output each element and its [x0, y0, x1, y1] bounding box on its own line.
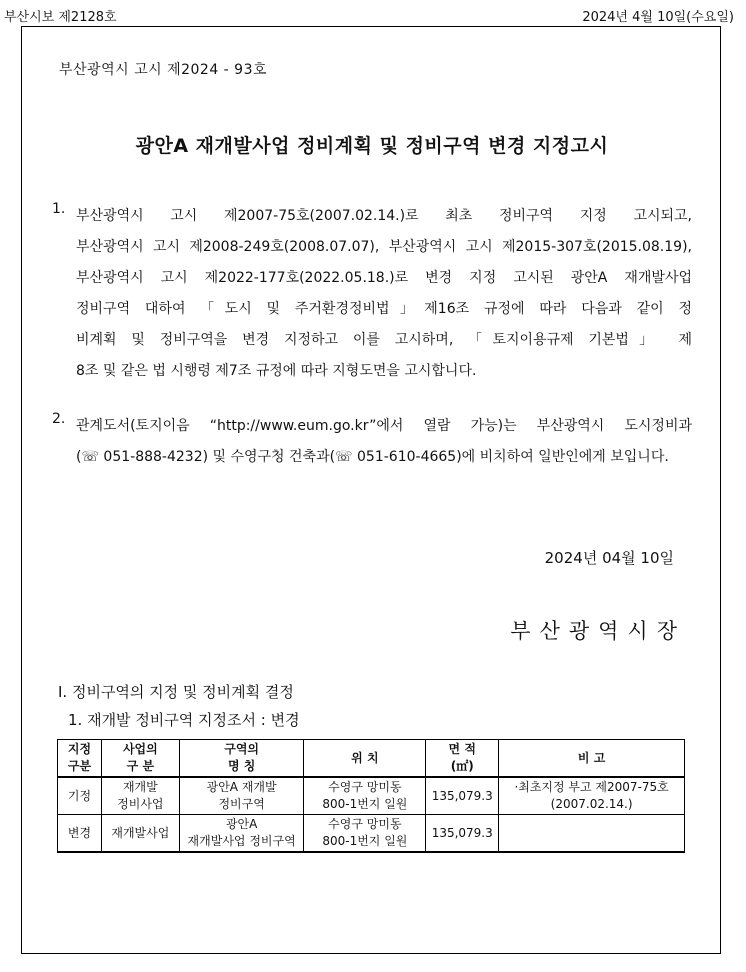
cell-notes [499, 815, 685, 853]
notice-item-1 [52, 201, 692, 387]
notice-number: 부산광역시 고시 제2024 - 93호 [59, 62, 268, 78]
item-line: (☏ 051-888-4232) 및 수영구청 건축과(☏ 051-610-4665)에 비치하여 일반인에게 보입니다. [76, 449, 669, 465]
cell-type: 기정 [58, 777, 102, 815]
designation-table [57, 739, 685, 853]
item-line: 부산광역시 고시 제2007-75호(2007.02.14.)로 최초 정비구역 지정 고시되고, [76, 208, 692, 224]
header-project: 사업의 구 분 [101, 740, 179, 778]
cell-zone-name: 광안A 재개발 정비구역 [179, 777, 304, 815]
header-area: 면 적 (㎡) [426, 740, 499, 778]
table-row [58, 777, 685, 815]
item-number: 2. [52, 411, 66, 427]
cell-project: 재개발사업 [101, 815, 179, 853]
table-header-row [58, 740, 685, 778]
item-line: 관계도서(토지이음 “http://www.eum.go.kr”에서 열람 가능)는 부산광역시 도시정비과 [76, 418, 692, 434]
signatory: 부산광역시장 [510, 619, 686, 643]
header-notes: 비 고 [499, 740, 685, 778]
cell-area: 135,079.3 [426, 815, 499, 853]
cell-location: 수영구 망미동 800-1번지 일원 [304, 777, 426, 815]
cell-type: 변경 [58, 815, 102, 853]
header-zone-name: 구역의 명 칭 [179, 740, 304, 778]
notice-item-2 [52, 411, 692, 473]
publication-date: 2024년 4월 10일(수요일) [582, 10, 734, 25]
cell-project: 재개발 정비사업 [101, 777, 179, 815]
cell-notes: ·최초지정 부고 제2007-75호 (2007.02.14.) [499, 777, 685, 815]
notice-body [52, 201, 692, 473]
publication-issue: 부산시보 제2128호 [4, 10, 117, 25]
notice-date: 2024년 04월 10일 [544, 549, 674, 567]
table-row [58, 815, 685, 853]
subsection-heading: 1. 재개발 정비구역 지정조서 : 변경 [68, 711, 300, 729]
section-heading: Ⅰ. 정비구역의 지정 및 정비계획 결정 [58, 683, 294, 701]
item-line: 8조 및 같은 법 시행령 제7조 규정에 따라 지형도면을 고시합니다. [76, 363, 477, 379]
header-type: 지정 구분 [58, 740, 102, 778]
notice-title: 광안A 재개발사업 정비계획 및 정비구역 변경 지정고시 [135, 135, 609, 157]
header-location: 위 치 [304, 740, 426, 778]
item-number: 1. [52, 201, 66, 217]
item-line: 정비구역 대하여 「도시 및 주거환경정비법」제16조 규정에 따라 다음과 같이 정 [76, 301, 692, 317]
gazette-header [0, 0, 746, 28]
notice-page [21, 26, 721, 954]
cell-area: 135,079.3 [426, 777, 499, 815]
cell-zone-name: 광안A 재개발사업 정비구역 [179, 815, 304, 853]
item-line: 비계획 및 정비구역을 변경 지정하고 이를 고시하며, 「토지이용규제 기본법」 제 [76, 332, 692, 348]
item-line: 부산광역시 고시 제2008-249호(2008.07.07), 부산광역시 고시 제2015-307호(2015.08.19), [76, 239, 692, 255]
cell-location: 수영구 망미동 800-1번지 일원 [304, 815, 426, 853]
item-line: 부산광역시 고시 제2022-177호(2022.05.18.)로 변경 지정 고시된 광안A 재개발사업 [76, 270, 692, 286]
